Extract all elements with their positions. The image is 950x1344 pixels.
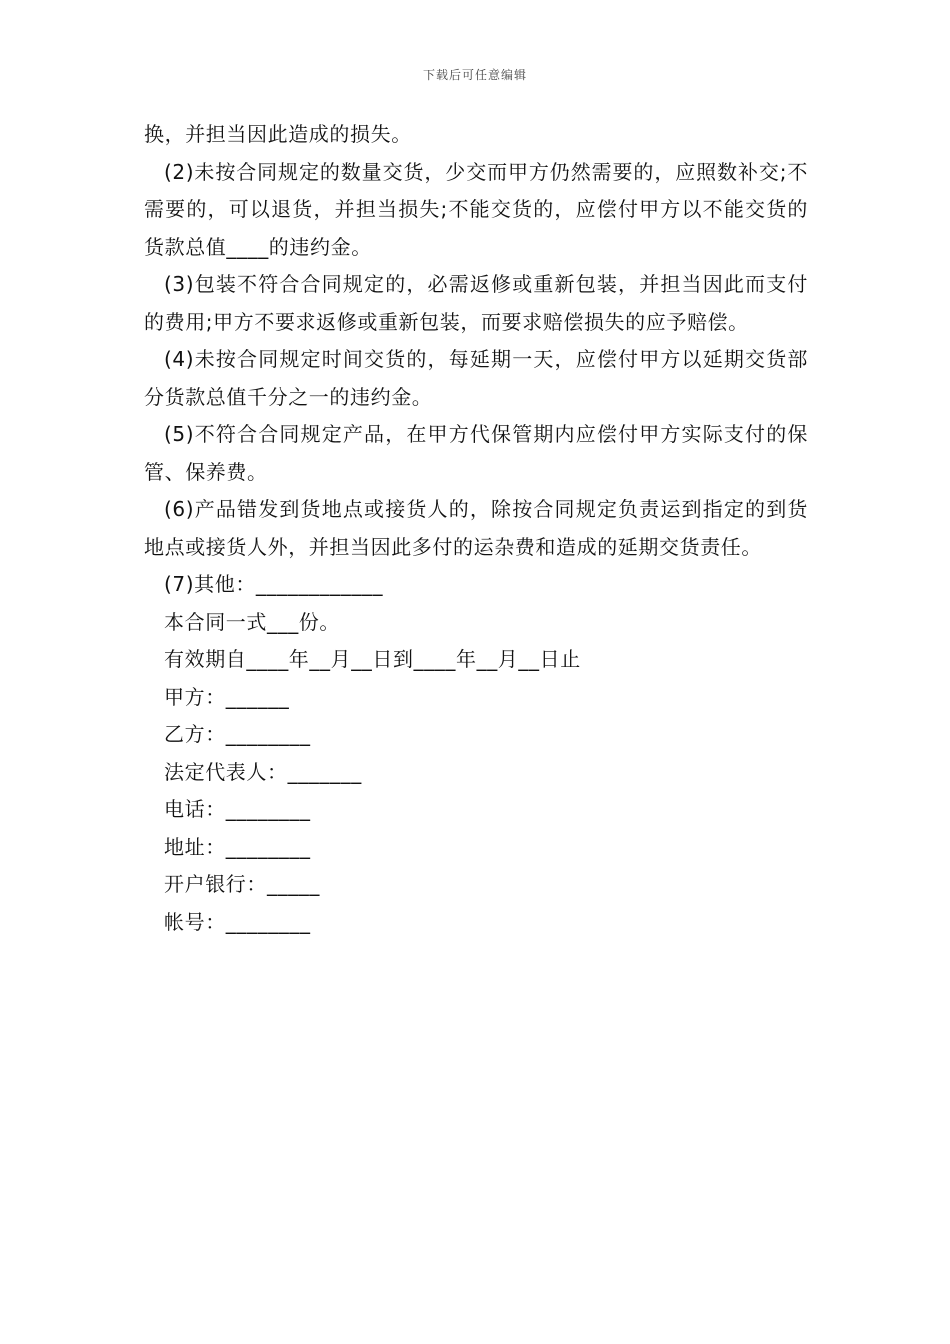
- field-phone: 电话：________: [164, 797, 311, 821]
- paragraph-clause-3: (3)包装不符合合同规定的，必需返修或重新包装，并担当因此而支付的费用;甲方不要求返修或重新包装，而要求赔偿损失的应予赔偿。: [144, 272, 808, 334]
- paragraph-clause-4: (4)未按合同规定时间交货的，每延期一天，应偿付甲方以延期交货部分货款总值千分之一的违约金。: [144, 347, 808, 409]
- paragraph-clause-6: (6)产品错发到货地点或接货人的，除按合同规定负责运到指定的到货地点或接货人外，并担当因此多付的运杂费和造成的延期交货责任。: [144, 497, 808, 559]
- field-account: 帐号：________: [164, 909, 311, 934]
- header-note: 下载后可任意编辑: [422, 68, 527, 82]
- document-body: [144, 116, 808, 941]
- field-other: (7)其他：____________: [164, 572, 384, 596]
- field-party-a: 甲方：______: [164, 684, 290, 709]
- field-legal-rep: 法定代表人：_______: [164, 759, 362, 784]
- field-copies: 本合同一式___份。: [164, 609, 340, 634]
- paragraph-continuation: 换，并担当因此造成的损失。: [144, 122, 412, 146]
- paragraph-clause-5: (5)不符合合同规定产品，在甲方代保管期内应偿付甲方实际支付的保管、保养费。: [144, 422, 808, 484]
- field-party-b: 乙方：________: [164, 722, 311, 746]
- paragraph-clause-2: (2)未按合同规定的数量交货，少交而甲方仍然需要的，应照数补交;不需要的，可以退货，并担当损失;不能交货的，应偿付甲方以不能交货的货款总值____的违约金。: [144, 159, 808, 259]
- field-bank: 开户银行：_____: [164, 872, 320, 896]
- field-validity: 有效期自____年__月__日到____年__月__日止: [164, 647, 581, 671]
- field-address: 地址：________: [164, 834, 311, 859]
